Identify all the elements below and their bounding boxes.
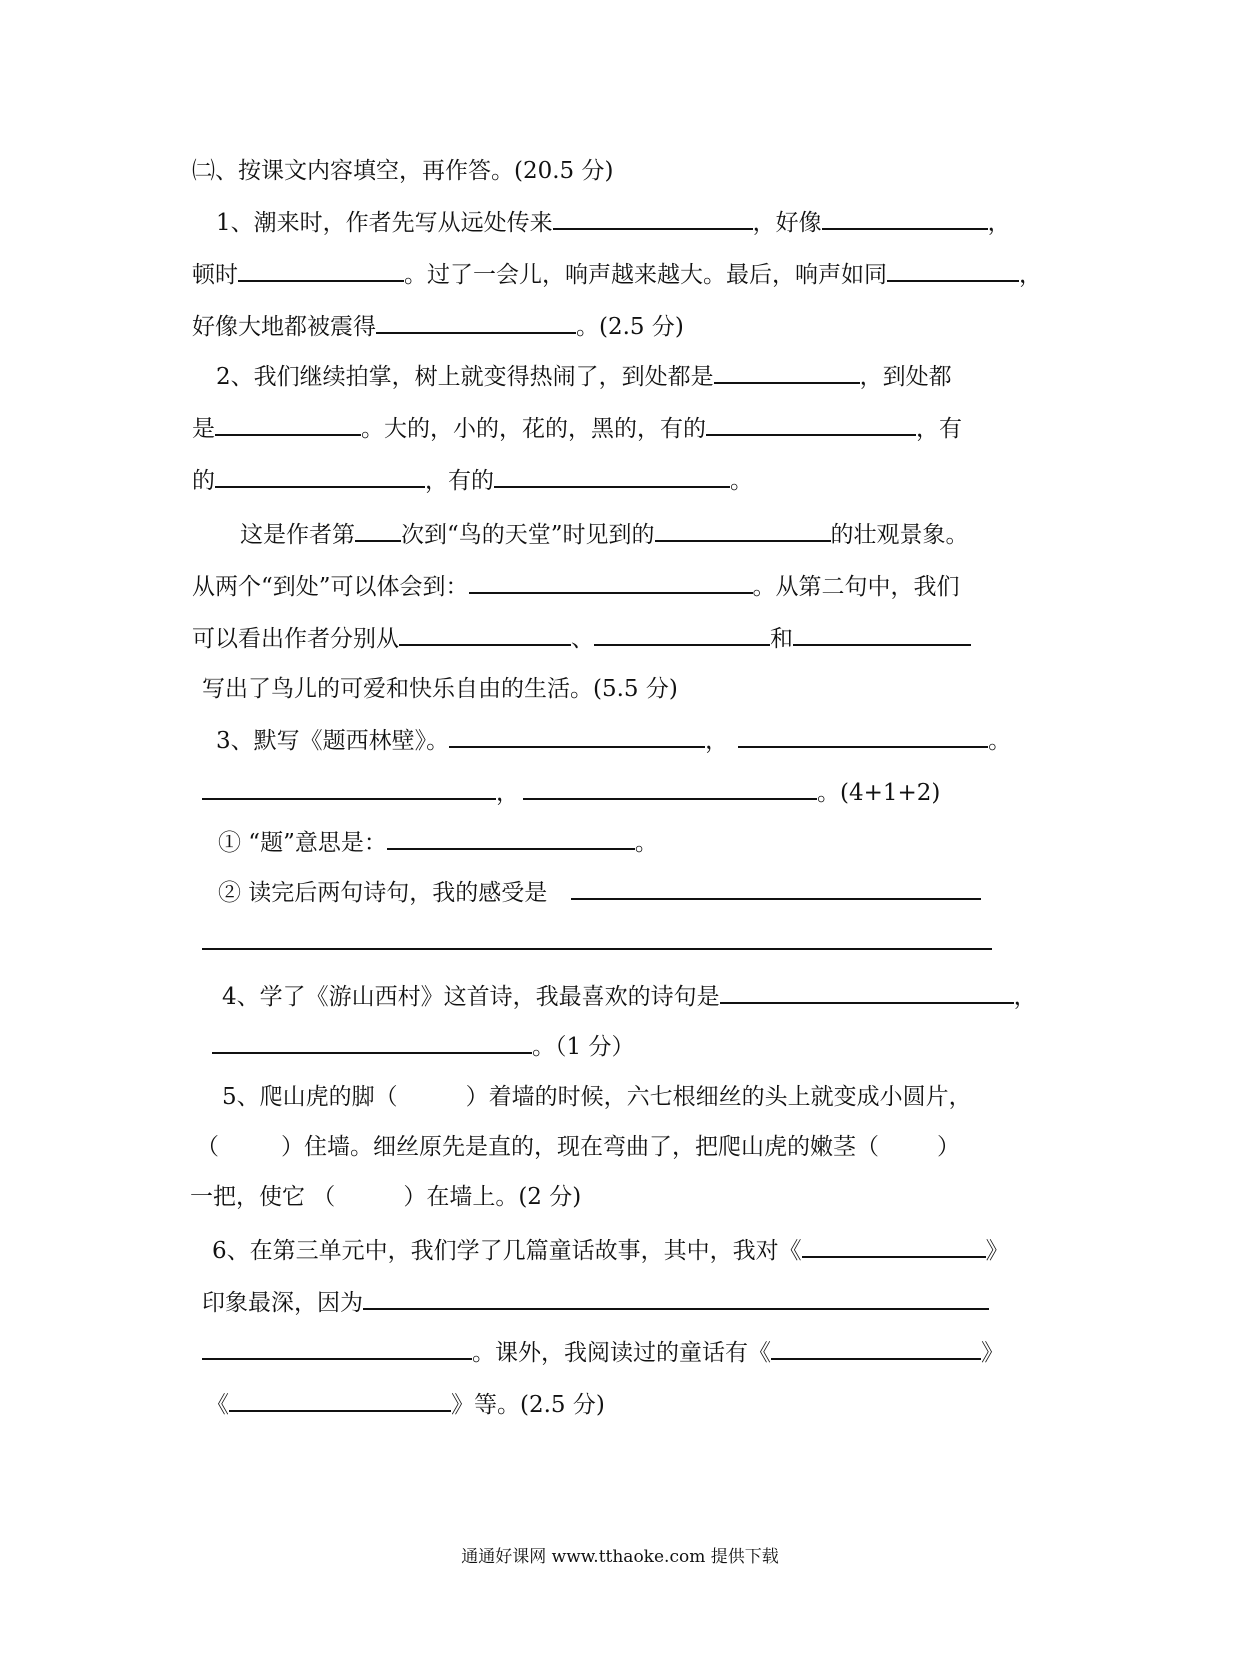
q1-text-h: 。(2.5 分)	[576, 314, 684, 340]
q4-text-b: ，	[1013, 984, 1037, 1010]
question-5-line-2	[196, 1132, 960, 1162]
q6-text-a: 6、在第三单元中，我们学了几篇童话故事，其中，我对《	[212, 1238, 802, 1264]
q3-text-h: ② 读完后两句诗句，我的感受是	[218, 880, 548, 906]
q6-blank-4[interactable]	[771, 1336, 981, 1360]
q2-text-p: 和	[770, 626, 793, 652]
question-5-line-3	[190, 1182, 581, 1212]
q4-text-c: 。（1 分）	[532, 1034, 635, 1060]
q6-blank-5[interactable]	[229, 1388, 451, 1412]
q5-text-a: 5、爬山虎的脚（	[222, 1084, 398, 1110]
q3-blank-3[interactable]	[202, 776, 496, 800]
q6-text-e: 》	[981, 1340, 1004, 1366]
q2-blank-9[interactable]	[399, 622, 571, 646]
q6-text-f: 《	[206, 1392, 229, 1418]
question-2-line-5	[192, 570, 960, 602]
q5-text-f: 一把，使它 （	[190, 1184, 336, 1210]
q1-text-f: ，	[1019, 262, 1042, 288]
question-6-line-1	[212, 1234, 1009, 1266]
q3-text-f: ① “题”意思是：	[218, 830, 387, 856]
q2-text-k: 的壮观景象。	[830, 522, 969, 548]
q1-text-g: 好像大地都被震得	[192, 314, 376, 340]
question-1-line-3	[192, 310, 684, 342]
q2-text-c: 是	[192, 416, 215, 442]
question-6-line-4	[206, 1388, 605, 1420]
q2-blank-2[interactable]	[215, 412, 361, 436]
q3-text-e: 。(4+1+2)	[817, 780, 941, 806]
question-3-line-3	[218, 826, 658, 858]
q1-blank-5[interactable]	[376, 310, 576, 334]
q2-text-f: 的	[192, 468, 215, 494]
q2-text-m: 。从第二句中，我们	[752, 574, 960, 600]
q2-blank-4[interactable]	[215, 464, 425, 488]
question-2-line-3	[192, 464, 753, 496]
q5-text-b: ）着墙的时候，六七根细丝的头上就变成小圆片，	[465, 1084, 972, 1110]
q1-text-a: 1、潮来时，作者先写从远处传来	[216, 210, 553, 236]
q2-blank-8[interactable]	[469, 570, 753, 594]
q4-blank-2[interactable]	[212, 1030, 532, 1054]
q6-text-c: 印象最深，因为	[202, 1290, 363, 1316]
q1-blank-3[interactable]	[238, 258, 404, 282]
q1-text-d: 顿时	[192, 262, 238, 288]
q5-text-c: （	[196, 1134, 219, 1160]
q3-text-b: ，	[705, 728, 729, 754]
footer-text: 通通好课网 www.tthaoke.com 提供下载	[461, 1547, 779, 1567]
q2-blank-11[interactable]	[793, 622, 971, 646]
q4-text-a: 4、学了《游山西村》这首诗，我最喜欢的诗句是	[222, 984, 720, 1010]
question-3-line-1	[216, 724, 1011, 756]
question-4-line-1	[222, 980, 1037, 1012]
question-5-line-1	[222, 1082, 972, 1112]
q3-blank-5[interactable]	[387, 826, 635, 850]
q2-blank-3[interactable]	[706, 412, 916, 436]
q2-text-d: 。大的，小的，花的，黑的，有的	[361, 416, 706, 442]
question-2-line-6	[192, 622, 971, 654]
q6-text-d: 。课外，我阅读过的童话有《	[472, 1340, 771, 1366]
q3-blank-6[interactable]	[571, 876, 981, 900]
q1-blank-2[interactable]	[822, 206, 988, 230]
q2-text-b: ，到处都	[859, 364, 952, 390]
question-2-line-2	[192, 412, 962, 444]
question-3-line-4	[218, 876, 981, 908]
q2-blank-6[interactable]	[355, 518, 401, 542]
q1-blank-1[interactable]	[553, 206, 753, 230]
q2-text-j: 次到“鸟的天堂”时见到的	[401, 522, 655, 548]
question-3-line-2	[202, 776, 940, 808]
q3-blank-2[interactable]	[738, 724, 988, 748]
q2-text-e: ，有	[916, 416, 962, 442]
q2-text-i: 这是作者第	[240, 522, 355, 548]
q1-text-c: ，	[987, 210, 1011, 236]
q6-blank-3[interactable]	[202, 1336, 472, 1360]
section-title: ㈡、按课文内容填空，再作答。(20.5 分)	[192, 158, 614, 184]
q2-blank-10[interactable]	[594, 622, 770, 646]
q3-text-a: 3、默写《题西林壁》。	[216, 728, 450, 754]
q5-text-e: ）	[937, 1134, 960, 1160]
q1-text-e: 。过了一会儿，响声越来越大。最后，响声如同	[404, 262, 887, 288]
q2-blank-1[interactable]	[714, 360, 860, 384]
q3-text-d: ，	[496, 780, 519, 806]
q2-text-g: ，有的	[425, 468, 494, 494]
question-2-line-1	[216, 360, 952, 392]
q1-blank-4[interactable]	[887, 258, 1019, 282]
question-2-line-4	[240, 518, 969, 550]
q5-text-g: ）在墙上。(2 分)	[403, 1184, 582, 1210]
q3-blank-1[interactable]	[449, 724, 705, 748]
q2-text-l: 从两个“到处”可以体会到：	[192, 574, 469, 600]
question-6-line-2	[202, 1286, 989, 1318]
q3-blank-4[interactable]	[523, 776, 817, 800]
q3-text-c: 。	[988, 728, 1012, 754]
question-1-line-2	[192, 258, 1042, 290]
q6-text-b: 》	[985, 1238, 1009, 1264]
q6-blank-2[interactable]	[363, 1286, 989, 1310]
q3-blank-7[interactable]	[202, 948, 992, 950]
q2-text-a: 2、我们继续拍掌，树上就变得热闹了，到处都是	[216, 364, 714, 390]
question-1-line-1	[216, 206, 1011, 238]
q4-blank-1[interactable]	[720, 980, 1014, 1004]
question-6-line-3	[202, 1336, 1004, 1368]
q2-text-o: 、	[571, 626, 594, 652]
q5-text-d: ）住墙。细丝原先是直的，现在弯曲了，把爬山虎的嫩茎（	[281, 1134, 879, 1160]
q2-blank-5[interactable]	[494, 464, 730, 488]
q2-blank-7[interactable]	[655, 518, 831, 542]
q1-text-b: ，好像	[752, 210, 822, 236]
q2-text-h: 。	[730, 468, 753, 494]
q3-text-g: 。	[634, 830, 658, 856]
q2-text-n: 可以看出作者分别从	[192, 626, 399, 652]
q6-text-g: 》等。(2.5 分)	[451, 1392, 605, 1418]
question-2-line-7: 写出了鸟儿的可爱和快乐自由的生活。(5.5 分)	[202, 676, 678, 702]
question-4-line-2	[212, 1030, 634, 1062]
q6-blank-1[interactable]	[802, 1234, 986, 1258]
